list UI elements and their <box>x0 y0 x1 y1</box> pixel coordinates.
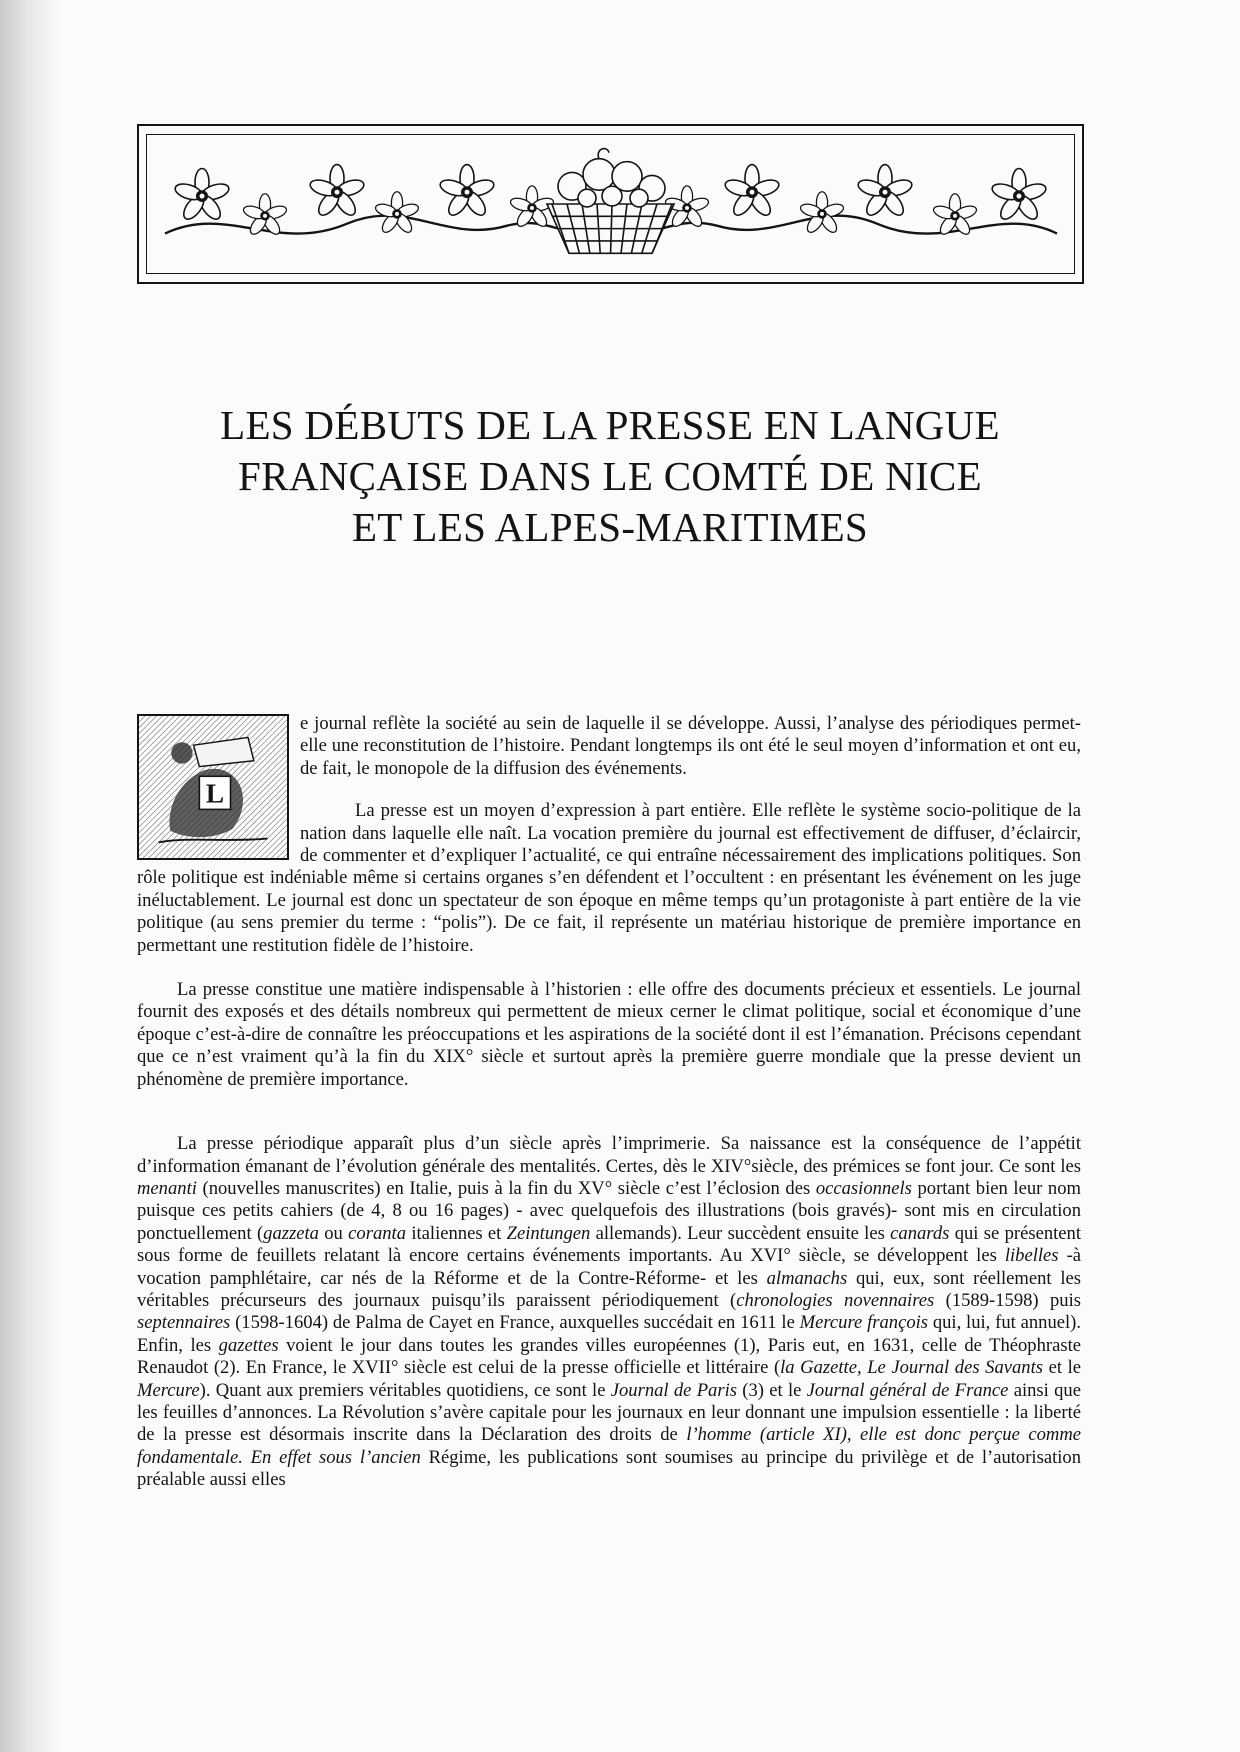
italic-term: Mercure <box>137 1379 200 1401</box>
italic-term: chronologies novennaires <box>736 1289 935 1311</box>
text-run: Régime, les publications sont soumises au principe du privilège et de l’autorisation préalable aussi elles <box>137 1446 1081 1491</box>
paragraph-2: La presse est un moyen d’expression à part entière. Elle reflète le système socio-politique de la nation dans laquelle elle naît. La vocation première du journal est effectivement de diffuser, d’éclaircir, de commenter et d’expliquer l’actualité, ce qui entraîne nécessairement des implications politiques. Son rôle politique est indéniable même si certains organes s’en défendent et l’occultent : en présentant les événement on les juge inéluctablement. Le journal est donc un spectateur de son époque en même temps qu’un protagoniste à part entière de la vie politique (au sens premier du terme : “polis”). De ce fait, il représente un matériau historique de première importance en permettant une restitution fidèle de l’histoire. <box>137 800 1081 956</box>
text-run: La presse périodique apparaît plus d’un siècle après l’imprimerie. Sa naissance est la conséquence de l’appétit d’information émanant de l’évolution générale des mentalités. Certes, dès le XIV°siècle, des prémices se font jour. Ce sont les <box>137 1133 1081 1177</box>
italic-term: occasionnels <box>815 1177 912 1199</box>
title-line-1: LES DÉBUTS DE LA PRESSE EN LANGUE <box>220 402 1000 448</box>
italic-term: menanti <box>137 1177 197 1199</box>
text-run: (1598-1604) de Palma de Cayet en France, auxquelles succédait en 1611 le <box>230 1312 800 1334</box>
italic-term: la Gazette, Le Journal des Savants <box>780 1357 1044 1379</box>
paragraph-1: e journal reflète la société au sein de laquelle il se développe. Aussi, l’analyse des périodiques permet-elle une reconstitution de l’histoire. Pendant longtemps ils ont été le seul moyen d’information et ont eu, de fait, le monopole de la diffusion des événements. <box>300 713 1081 779</box>
text-run: allemands). Leur succèdent ensuite les <box>590 1222 891 1244</box>
text-run: -à vocation pamphlétaire, car nés de la Réforme et de la Contre-Réforme- et les <box>137 1245 1082 1289</box>
page-binding-shadow <box>0 0 60 1752</box>
italic-term: Journal de Paris <box>610 1379 737 1401</box>
ornamental-header-frame <box>137 124 1084 284</box>
italic-term: septennaires <box>137 1312 231 1334</box>
article-title <box>130 400 1090 553</box>
text-run: italiennes et <box>406 1222 507 1244</box>
italic-term: l’homme (article XI), elle est donc perçue comme fondamentale. En effet sous l’ancien <box>137 1424 1082 1468</box>
article-body <box>137 713 1081 1492</box>
text-run: portant bien leur nom puisque ces petits cahiers (de 4, 8 ou 16 pages) - avec quelquefois des illustrations (bois gravés)- sont mis en circulation ponctuellement ( <box>137 1177 1081 1244</box>
text-run: ainsi que les feuilles d’annonces. La Révolution s’avère capitale pour les journaux en leur donnant une impulsion essentielle : la liberté de la presse est désormais inscrite dans la Déclaration des droits de <box>137 1379 1081 1446</box>
italic-term: Zeintungen <box>506 1222 591 1244</box>
paragraph-3: La presse constitue une matière indispensable à l’historien : elle offre des documents précieux et essentiels. Le journal fournit des exposés et des détails nombreux qui permettent de mieux cerner le climat politique, social et économique d’une époque c’est-à-dire de connaître les préoccupations et les aspirations de la société dont il est l’émanation. Précisons cependant que ce n’est vraiment qu’à la fin du XIX° siècle et surtout après la première guerre mondiale que la presse devient un phénomène de première importance. <box>137 979 1081 1090</box>
text-run: ou <box>318 1222 349 1244</box>
floral-ornament-icon <box>147 135 1074 273</box>
text-run: (3) et le <box>737 1379 807 1401</box>
drop-cap-spacer <box>137 713 300 863</box>
italic-term: canards <box>890 1222 950 1244</box>
text-run: (1589-1598) puis <box>934 1289 1081 1311</box>
text-run: ). Quant aux premiers véritables quotidiens, ce sont le <box>199 1379 611 1401</box>
paragraph-4 <box>137 1133 1081 1492</box>
text-run: voient le jour dans toutes les grandes villes européennes (1), Paris eut, en 1631, celle de Théophraste Renaudot (2). En France, le XVII° siècle est celui de la presse officielle et littéraire ( <box>137 1334 1081 1379</box>
italic-term: Journal général de France <box>806 1379 1009 1401</box>
italic-term: gazzeta <box>263 1222 319 1244</box>
text-run: qui se présentent sous forme de feuillets relatant là encore certains événements importants. Au XVI° siècle, se développent les <box>137 1222 1081 1267</box>
text-run: qui, eux, sont réellement les véritables précurseurs des journaux puisqu’ils paraissent périodiquement ( <box>137 1267 1081 1311</box>
italic-term: coranta <box>348 1222 406 1244</box>
title-line-2: FRANÇAISE DANS LE COMTÉ DE NICE <box>238 453 982 499</box>
text-run: (nouvelles manuscrites) en Italie, puis à la fin du XV° siècle c’est l’éclosion des <box>196 1177 816 1199</box>
floral-basket-engraving <box>146 134 1075 274</box>
text-run: et le <box>1043 1357 1082 1379</box>
drop-cap-letter: L <box>205 778 225 809</box>
title-line-3: ET LES ALPES-MARITIMES <box>351 504 869 550</box>
text-run: qui, lui, fut annuel). Enfin, les <box>137 1312 1082 1356</box>
italic-term: almanachs <box>766 1267 848 1289</box>
italic-term: Mercure françois <box>799 1312 929 1334</box>
italic-term: gazettes <box>218 1334 279 1356</box>
italic-term: libelles <box>1004 1245 1059 1267</box>
